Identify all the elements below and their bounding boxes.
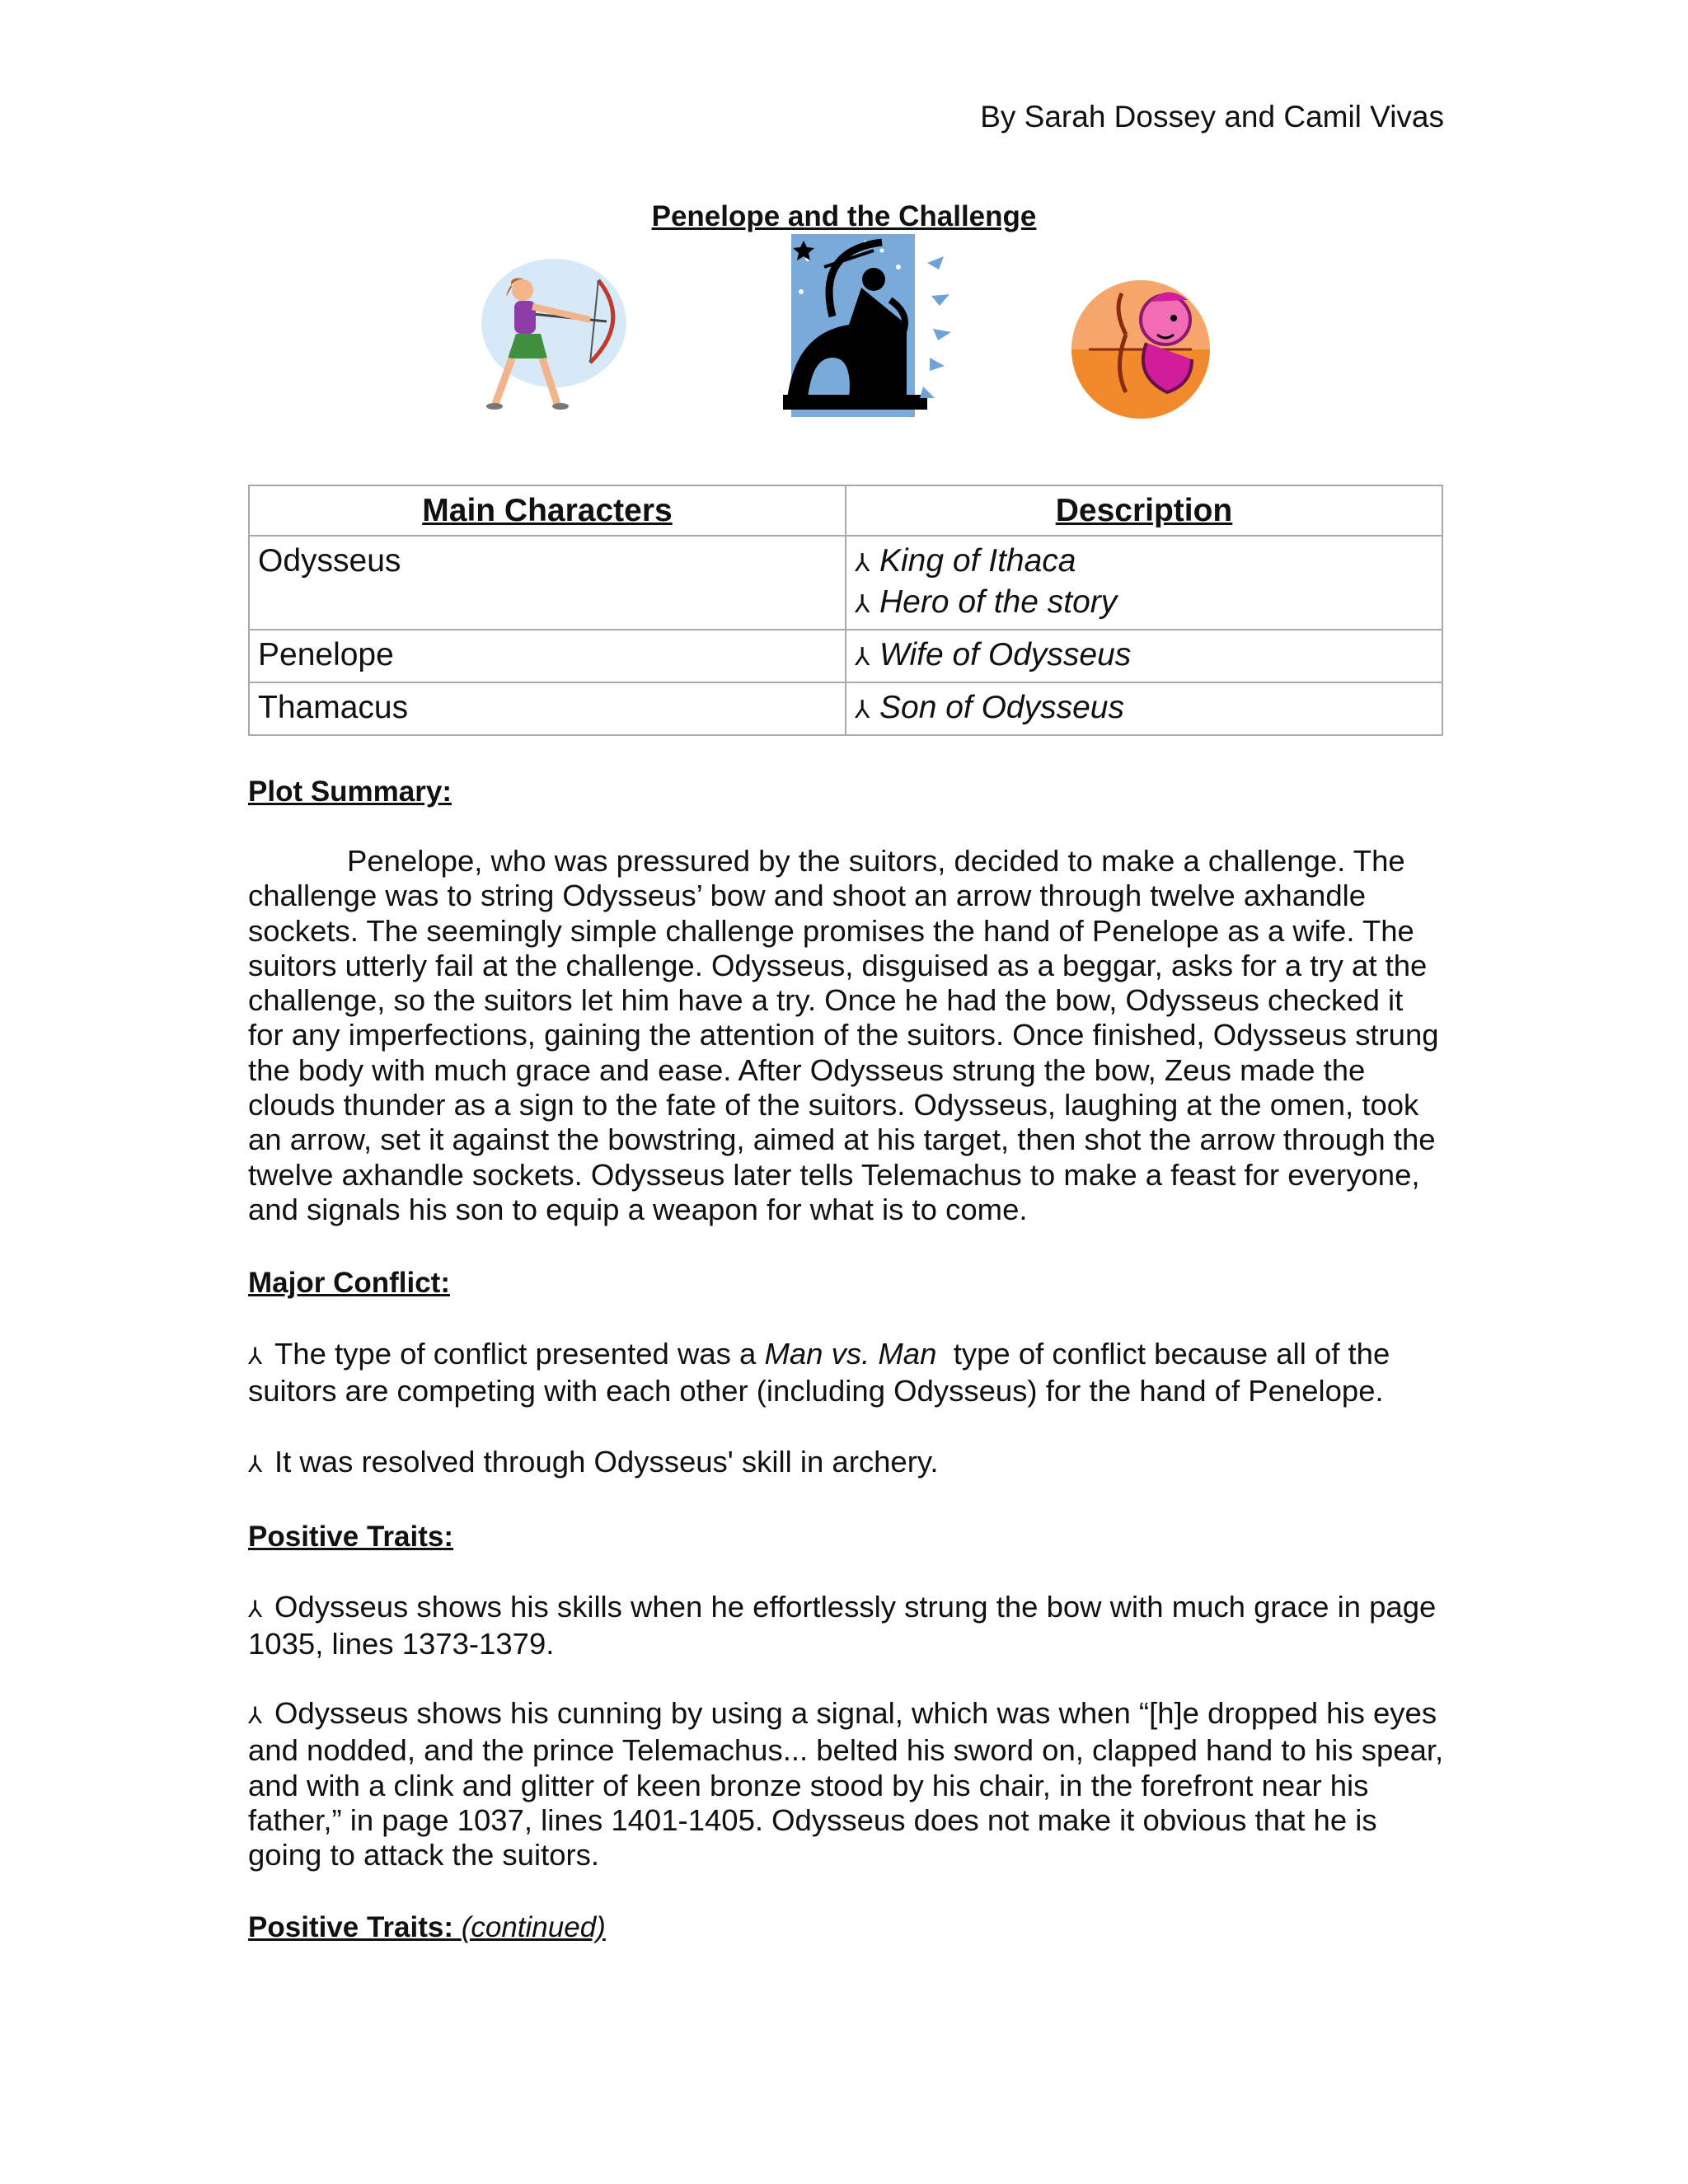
major-conflict-heading: Major Conflict: (248, 1267, 450, 1299)
archer-silhouette-clipart (783, 234, 956, 417)
table-row (249, 682, 1442, 735)
table-header-description: Description (846, 485, 1442, 536)
conflict-paragraph-2: ⅄ It was resolved through Odysseus' skill in archery. (248, 1445, 1447, 1482)
archer-woman-clipart (475, 255, 631, 416)
traits-paragraph-1: ⅄ Odysseus shows his skills when he effortlessly strung the bow with much grace in page 1035, lines 1373-1379. (248, 1590, 1437, 1661)
cupid-clipart (1068, 277, 1217, 419)
author-byline: By Sarah Dossey and Camil Vivas (980, 100, 1444, 134)
conflict-paragraph-1: ⅄ The type of conflict presented was a Man vs. Man type of conflict because all of the suitors are competing with each other (including Odysseus) for the hand of Penelope. (248, 1337, 1399, 1408)
arrow-bullet-icon: ⅄ (248, 1451, 263, 1477)
document-title: Penelope and the Challenge (651, 200, 1037, 232)
table-header-row (249, 485, 1442, 536)
table-row (249, 536, 1442, 630)
arrow-bullet-icon: ⅄ (248, 1596, 263, 1622)
arrow-bullet-icon: ⅄ (855, 644, 870, 671)
table-header-main-characters: Main Characters (249, 485, 846, 536)
positive-traits-continued-heading: Positive Traits: (continued) (248, 1911, 606, 1943)
main-characters-table (248, 485, 1443, 736)
positive-traits-heading: Positive Traits: (248, 1521, 453, 1553)
character-name: Odysseus (249, 536, 846, 630)
table-row (249, 630, 1442, 682)
arrow-bullet-icon: ⅄ (248, 1703, 263, 1728)
continued-note: (continued) (461, 1911, 606, 1943)
traits-paragraph-2: ⅄ Odysseus shows his cunning by using a signal, which was when “[h]e dropped his eyes and nodded, and the prince Telemachus... belted his sword on, clapped hand to his spear, and with a clink and glitter of keen bronze stood by his chair, in the forefront near his father,” in page 1037, lines 1401-1405. Odysseus does not make it obvious that he is going to attack the suitors. (248, 1696, 1444, 1872)
plot-summary-heading: Plot Summary: (248, 776, 452, 808)
plot-summary-text: Penelope, who was pressured by the suitors, decided to make a challenge. The challenge was to string Odysseus’ bow and shoot an arrow through twelve axhandle sockets. The seemingly simple challenge promises the hand of Penelope as a wife. The suitors utterly fail at the challenge. Odysseus, disguised as a beggar, asks for a try at the challenge, so the suitors let him have a try. Once he had the bow, Odysseus checked it for any imperfections, gaining the attention of the suitors. Once finished, Odysseus strung the body with much grace and ease. After Odysseus strung the bow, Zeus made the clouds thunder as a sign to the fate of the suitors. Odysseus, laughing at the omen, took an arrow, set it against the bowstring, aimed at his target, then shot the arrow through the twelve axhandle sockets. Odysseus later tells Telemachus to make a feast for everyone, and signals his son to equip a weapon for what is to come. (248, 844, 1439, 1226)
character-description: ⅄ King of Ithaca ⅄ Hero of the story (846, 536, 1442, 630)
arrow-bullet-icon: ⅄ (855, 591, 870, 618)
arrow-bullet-icon: ⅄ (855, 550, 870, 577)
arrow-bullet-icon: ⅄ (248, 1343, 263, 1369)
character-description: ⅄ Wife of Odysseus (846, 630, 1442, 682)
character-description: ⅄ Son of Odysseus (846, 682, 1442, 735)
character-name: Penelope (249, 630, 846, 682)
character-name: Thamacus (249, 682, 846, 735)
arrow-bullet-icon: ⅄ (855, 696, 870, 724)
